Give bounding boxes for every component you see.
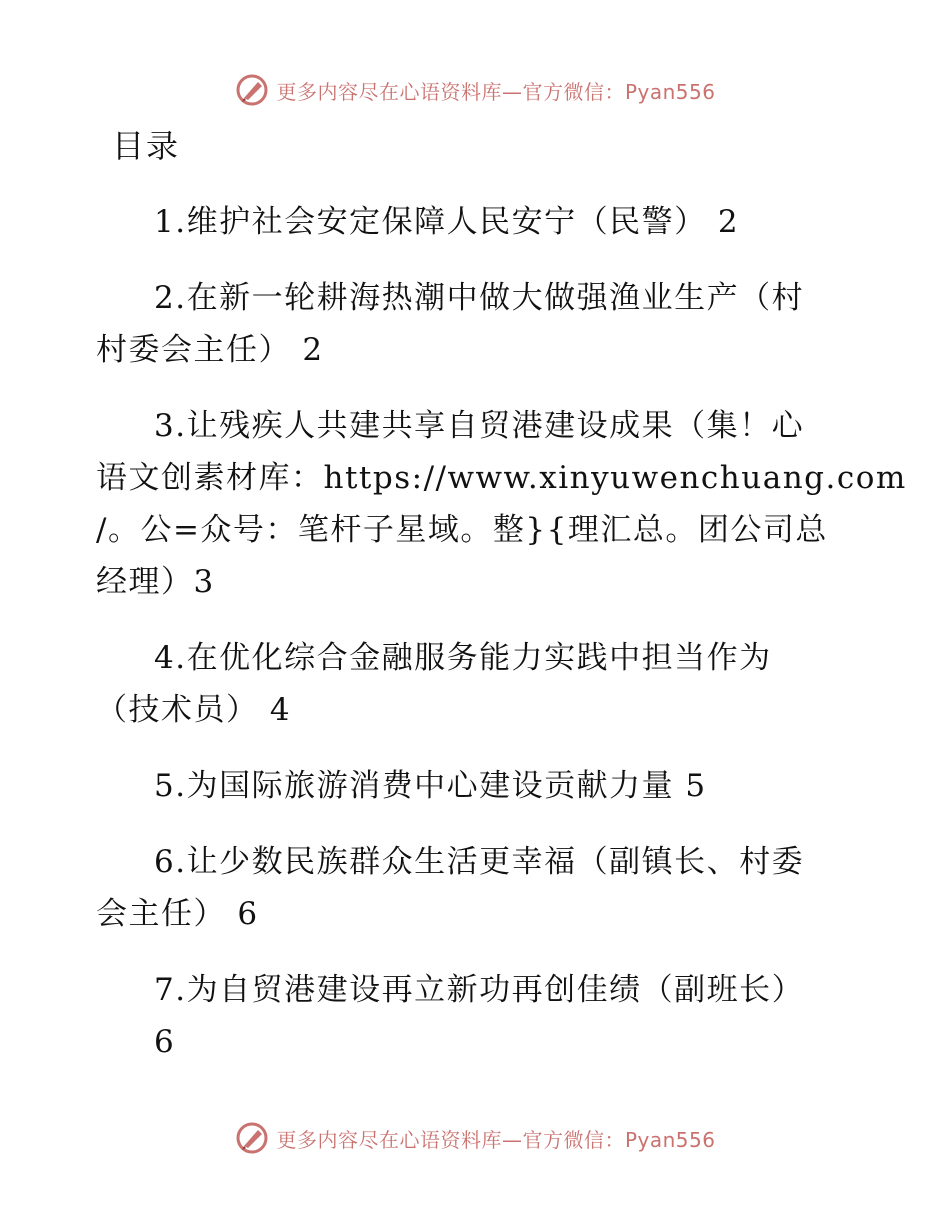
- toc-entry[interactable]: [96, 760, 856, 812]
- toc-entry-line: 1.维护社会安定保障人民安宁（民警） 2: [154, 204, 740, 240]
- toc-entry-line: 6.让少数民族群众生活更幸福（副镇长、村委: [154, 844, 805, 880]
- pen-nib-seal-icon: [234, 1120, 270, 1156]
- toc-entry-line: 村委会主任） 2: [96, 332, 324, 368]
- toc-entry-line: 4.在优化综合金融服务能力实践中担当作为: [154, 640, 772, 676]
- watermark-text: 更多内容尽在心语资料库—官方微信：Pyan556: [276, 79, 716, 104]
- header-watermark-banner: [0, 68, 950, 112]
- toc-entry[interactable]: [96, 964, 856, 1068]
- toc-entry-line: 经理）3: [96, 564, 215, 600]
- toc-entry[interactable]: [96, 196, 856, 248]
- toc-title: 目录: [112, 127, 181, 165]
- watermark-text: 更多内容尽在心语资料库—官方微信：Pyan556: [276, 1127, 716, 1152]
- toc-entry-line: /。公=众号：笔杆子星域。整}{理汇总。团公司总: [96, 512, 828, 548]
- footer-watermark-banner: [0, 1116, 950, 1160]
- table-of-contents: [96, 196, 907, 1092]
- toc-entry[interactable]: [96, 272, 856, 376]
- toc-entry[interactable]: [96, 400, 907, 608]
- toc-entry-line: 7.为自贸港建设再立新功再创佳绩（副班长）: [154, 972, 805, 1008]
- toc-entry-line: 语文创素材库：https://www.xinyuwenchuang.com: [96, 460, 907, 496]
- toc-entry-line: 2.在新一轮耕海热潮中做大做强渔业生产（村: [154, 280, 805, 316]
- toc-entry-line: 6: [154, 1024, 176, 1060]
- toc-entry-line: 会主任） 6: [96, 896, 259, 932]
- toc-entry[interactable]: [96, 836, 856, 940]
- toc-entry-line: 5.为国际旅游消费中心建设贡献力量 5: [154, 768, 707, 804]
- toc-entry-line: （技术员） 4: [96, 692, 292, 728]
- pen-nib-seal-icon: [234, 72, 270, 108]
- toc-entry-line: 3.让残疾人共建共享自贸港建设成果（集！心: [154, 408, 805, 444]
- toc-entry[interactable]: [96, 632, 856, 736]
